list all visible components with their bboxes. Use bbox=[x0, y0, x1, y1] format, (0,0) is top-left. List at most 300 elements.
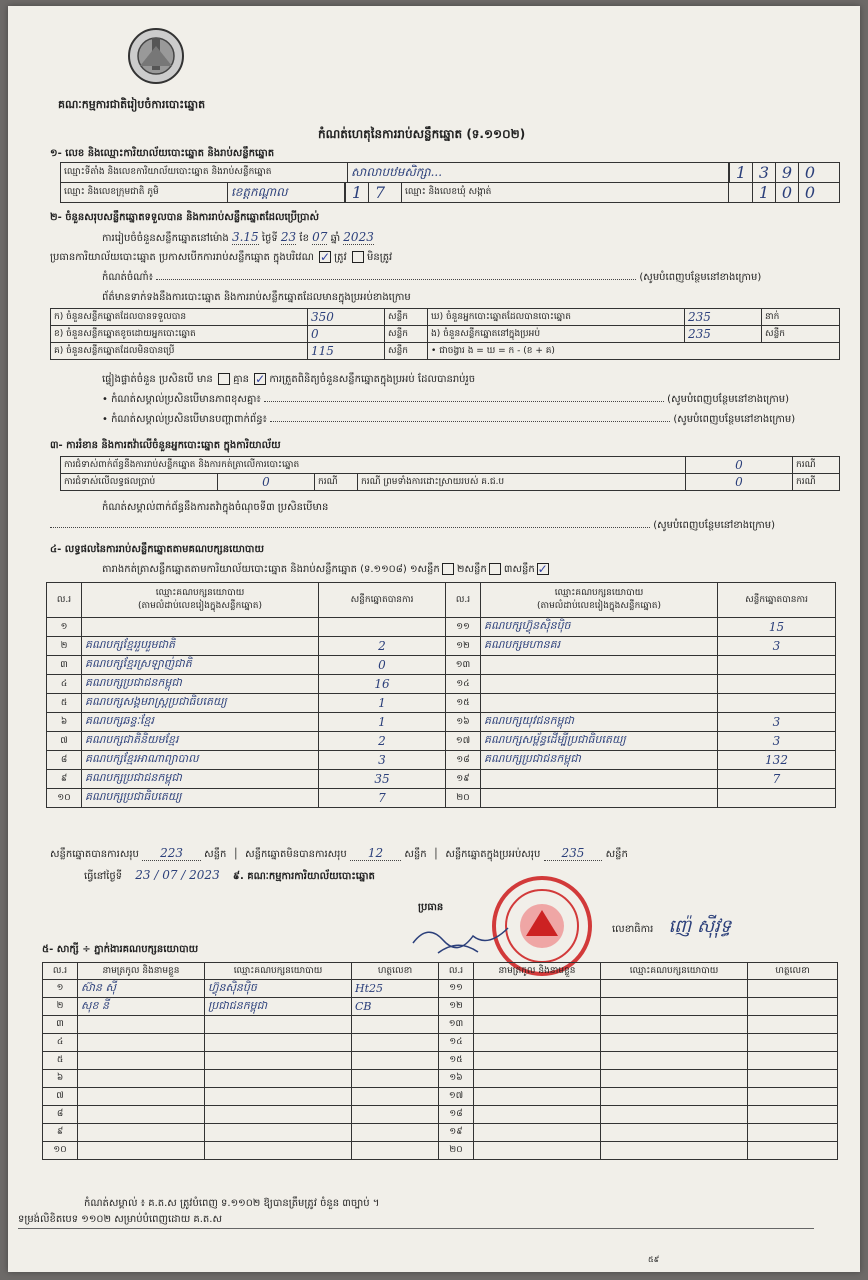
announcement-text: ប្រធានការិយាល័យបោះឆ្នោត ប្រកាសបើកការរាប់សន្លឹកឆ្នោត ក្នុងបរិវេណ bbox=[50, 252, 314, 263]
province-digit-2: 7 bbox=[368, 183, 391, 202]
party-name bbox=[481, 694, 718, 713]
row-no: ១៥ bbox=[446, 694, 481, 713]
witness-signature bbox=[352, 1106, 439, 1124]
vote-count bbox=[718, 789, 836, 808]
witness-name bbox=[78, 1088, 205, 1106]
total-invalid-label: សន្លឹកឆ្នោតមិនបានការសរុប bbox=[245, 849, 347, 860]
station-digit-3: 9 bbox=[775, 163, 798, 182]
counts-row bbox=[51, 326, 840, 343]
row-no: ៦ bbox=[47, 713, 82, 732]
witness-col-no-right: ល.រ bbox=[439, 963, 474, 980]
party-name: គណបក្សខ្មែររួបរួមជាតិ bbox=[82, 637, 319, 656]
row-no: ២ bbox=[43, 998, 78, 1016]
verify-none-label: គ្មាន bbox=[233, 374, 249, 385]
results-row bbox=[47, 732, 836, 751]
commune-digit-3: 0 bbox=[798, 183, 821, 202]
witness-signature bbox=[748, 1070, 838, 1088]
row-no: ១ bbox=[43, 980, 78, 998]
witness-name bbox=[474, 998, 601, 1016]
complaint2-value2: 0 bbox=[686, 474, 793, 491]
witness-row bbox=[43, 1088, 838, 1106]
row-no: ១៤ bbox=[446, 675, 481, 694]
row-no: ៣ bbox=[47, 656, 82, 675]
bullet1-label: • កំណត់សម្គាល់ប្រសិនបើមានភាពខុសគ្នា៖ bbox=[102, 394, 261, 405]
total-valid-unit: សន្លឹក bbox=[204, 849, 227, 860]
opening-time-label: ការរៀបចំចំនួនសន្លឹកឆ្នោតនៅម៉ោង bbox=[102, 233, 229, 244]
section1-table bbox=[60, 162, 840, 183]
results-header bbox=[47, 583, 836, 618]
witness-signature bbox=[352, 1052, 439, 1070]
witness-signature bbox=[748, 1088, 838, 1106]
vote-count: 1 bbox=[319, 694, 446, 713]
row-no: ៨ bbox=[47, 751, 82, 770]
witness-party bbox=[601, 980, 748, 998]
witness-party bbox=[601, 1052, 748, 1070]
witness-party bbox=[601, 1034, 748, 1052]
witness-name bbox=[78, 1142, 205, 1160]
witness-party bbox=[601, 1088, 748, 1106]
witness-party bbox=[205, 1142, 352, 1160]
party-name bbox=[82, 618, 319, 637]
witness-party bbox=[601, 1142, 748, 1160]
witness-signature bbox=[748, 980, 838, 998]
complaints-table bbox=[60, 456, 840, 491]
check-mark-icon: ✓ bbox=[537, 562, 548, 576]
sheet-count-1-label: ១សន្លឹក bbox=[409, 564, 440, 575]
results-row bbox=[47, 637, 836, 656]
section3-heading: ៣- ការរំខាន និងការតវ៉ាលើចំនួនអ្នកបោះឆ្នោត ក្នុងការិយាល័យ bbox=[50, 440, 281, 451]
results-row bbox=[47, 675, 836, 694]
witness-name bbox=[474, 1052, 601, 1070]
witness-col-name: នាមត្រកូល និងនាមខ្លួន bbox=[78, 963, 205, 980]
secretary-label: លេខាធិការ bbox=[612, 924, 654, 935]
col-no-header-right: ល.រ bbox=[446, 583, 481, 618]
party-name: គណបក្សខ្មែរស្រឡាញ់ជាតិ bbox=[82, 656, 319, 675]
total-invalid-value: 12 bbox=[350, 846, 401, 861]
party-name bbox=[481, 770, 718, 789]
witness-party bbox=[601, 1106, 748, 1124]
complaints-row bbox=[61, 474, 840, 491]
section4-intro-text: តារាងកត់ត្រាសន្លឹកឆ្នោតតាមការិយាល័យបោះឆ្នោត និងរាប់សន្លឹកឆ្នោត (ទ.១១០៨) bbox=[102, 564, 407, 575]
row-no: ១៧ bbox=[446, 732, 481, 751]
complaint1-unit: ករណី bbox=[793, 457, 840, 474]
check-no-label: មិនត្រូវ bbox=[367, 252, 393, 263]
row-no: ៤ bbox=[47, 675, 82, 694]
complaint2-unit: ករណី bbox=[315, 474, 358, 491]
witness-name bbox=[474, 1106, 601, 1124]
row-no: ១៦ bbox=[439, 1070, 474, 1088]
vote-count bbox=[718, 694, 836, 713]
commune-label: ឈ្មោះ និងលេខឃុំ សង្កាត់ bbox=[402, 183, 729, 203]
verify-yes-checkbox[interactable] bbox=[218, 373, 230, 385]
witness-name bbox=[474, 1124, 601, 1142]
witness-party bbox=[601, 998, 748, 1016]
col-party-subtitle-right: (តាមលំដាប់លេខរៀងក្នុងសន្លឹកឆ្នោត) bbox=[537, 601, 661, 611]
row-no: ៥ bbox=[43, 1052, 78, 1070]
vote-count: 7 bbox=[319, 789, 446, 808]
party-name: គណបក្សខ្មែរអាណាព្យាបាល bbox=[82, 751, 319, 770]
witness-signature bbox=[352, 1124, 439, 1142]
sheet-count-2-checkbox[interactable] bbox=[489, 563, 501, 575]
check-yes-label: ត្រូវ bbox=[334, 252, 347, 263]
location-label: ឈ្មោះទីតាំង និងលេខការិយាល័យបោះឆ្នោត និងរាប់សន្លឹកឆ្នោត bbox=[61, 163, 348, 183]
section4-heading: ៤- លទ្ធផលនៃការរាប់សន្លឹកឆ្នោតតាមគណបក្សនយោបាយ bbox=[50, 544, 264, 555]
witness-body bbox=[43, 980, 838, 1160]
col-votes-header: សន្លឹកឆ្នោតបានការ bbox=[319, 583, 446, 618]
witness-signature bbox=[748, 1016, 838, 1034]
party-name: គណបក្សឆន្ទៈខ្មែរ bbox=[82, 713, 319, 732]
opening-hour: 3.15 bbox=[231, 230, 259, 244]
bullet1-dotted-line bbox=[264, 401, 664, 402]
complaint1-value: 0 bbox=[686, 457, 793, 474]
witness-name bbox=[474, 980, 601, 998]
bullet2-dotted-line bbox=[270, 421, 670, 422]
opening-time-line bbox=[102, 230, 374, 246]
witness-signature: Ht25 bbox=[352, 980, 439, 998]
day-label: ថ្ងៃទី bbox=[261, 233, 278, 244]
witness-signature bbox=[748, 1142, 838, 1160]
bullet2 bbox=[102, 412, 822, 427]
received-value: 350 bbox=[308, 309, 385, 326]
counts-row bbox=[51, 343, 840, 360]
witness-row bbox=[43, 998, 838, 1016]
witness-party: ហ៊្វុនស៊ិនប៉ិច bbox=[205, 980, 352, 998]
section3-note: កំណត់សម្គាល់ពាក់ព័ន្ធនឹងការតវ៉ាក្នុងចំណុចទី៣ ប្រសិនបើមាន bbox=[102, 502, 329, 513]
witness-party bbox=[205, 1016, 352, 1034]
vote-count: 2 bbox=[319, 637, 446, 656]
ballots-in-box-label: ង) ចំនួនសន្លឹកឆ្នោតនៅក្នុងប្រអប់ bbox=[428, 326, 685, 343]
total-invalid-unit: សន្លឹក bbox=[404, 849, 427, 860]
witness-col-sign: ហត្ថលេខា bbox=[352, 963, 439, 980]
witness-name bbox=[78, 1016, 205, 1034]
results-row bbox=[47, 618, 836, 637]
unused-unit: សន្លឹក bbox=[385, 343, 428, 360]
witness-row bbox=[43, 1124, 838, 1142]
voters-value: 235 bbox=[685, 309, 762, 326]
province-value: ខេត្តកណ្តាល bbox=[228, 183, 345, 203]
witness-row bbox=[43, 1106, 838, 1124]
row-no: ៧ bbox=[43, 1088, 78, 1106]
commune-digit-2: 0 bbox=[775, 183, 798, 202]
witness-row bbox=[43, 1034, 838, 1052]
section5-heading: ៥- សាក្សី ÷ ភ្នាក់ងារគណបក្សនយោបាយ bbox=[42, 944, 199, 955]
sheet-count-3-checkbox[interactable] bbox=[537, 563, 549, 575]
party-name: គណបក្សសង្គមរាស្ត្រប្រជាធិបតេយ្យ bbox=[82, 694, 319, 713]
witness-row bbox=[43, 1052, 838, 1070]
form-sheet bbox=[8, 6, 860, 1272]
witness-signature bbox=[352, 1070, 439, 1088]
opening-announcement bbox=[50, 250, 392, 265]
row-no: ៩ bbox=[47, 770, 82, 789]
counts-table bbox=[50, 308, 840, 360]
witness-signature bbox=[352, 1088, 439, 1106]
results-row bbox=[47, 751, 836, 770]
results-row bbox=[47, 789, 836, 808]
station-digit-2: 3 bbox=[752, 163, 775, 182]
sheet-count-2-label: ២សន្លឹក bbox=[456, 564, 487, 575]
witness-row bbox=[43, 1016, 838, 1034]
date-value: 23 / 07 / 2023 bbox=[135, 868, 220, 882]
witness-party bbox=[205, 1106, 352, 1124]
witness-party bbox=[601, 1070, 748, 1088]
year-value: 2023 bbox=[343, 230, 374, 244]
row-no: ១៨ bbox=[439, 1106, 474, 1124]
party-name: គណបក្សជាតិនិយមខ្មែរ bbox=[82, 732, 319, 751]
vote-count: 2 bbox=[319, 732, 446, 751]
verify-line bbox=[102, 372, 475, 387]
witness-party bbox=[205, 1052, 352, 1070]
results-row bbox=[47, 694, 836, 713]
bullet2-label: • កំណត់សម្គាល់ប្រសិនបើមានបញ្ហាពាក់ព័ន្ធ៖ bbox=[102, 414, 267, 425]
col-party-subtitle: (តាមលំដាប់លេខរៀងក្នុងសន្លឹកឆ្នោត) bbox=[138, 601, 262, 611]
witness-name bbox=[78, 1070, 205, 1088]
spoiled-label: ខ) ចំនួនសន្លឹកឆ្នោតខូចដោយអ្នកបោះឆ្នោត bbox=[51, 326, 308, 343]
province-label: ឈ្មោះ និងលេខក្រុមជាតិ ភូមិ bbox=[61, 183, 228, 203]
complaint1-label: ការជំទាស់ពាក់ព័ន្ធនឹងការរាប់សន្លឹកឆ្នោត និងការកត់ត្រាលើការបោះឆ្នោត bbox=[61, 457, 686, 474]
note-hint: (សូមបំពេញបន្ថែមនៅខាងក្រោម) bbox=[639, 272, 762, 283]
date-line bbox=[84, 868, 375, 884]
row-no: ២ bbox=[47, 637, 82, 656]
station-digit-1: 1 bbox=[729, 163, 752, 182]
sheet-count-1-checkbox[interactable] bbox=[442, 563, 454, 575]
witness-name bbox=[474, 1142, 601, 1160]
row-no: ១០ bbox=[43, 1142, 78, 1160]
complaints-row bbox=[61, 457, 840, 474]
vote-count: 3 bbox=[718, 713, 836, 732]
note-label: កំណត់ចំណាំ៖ bbox=[102, 272, 154, 283]
note-line bbox=[102, 270, 822, 285]
commune-digit-1: 1 bbox=[752, 183, 775, 202]
unused-value: 115 bbox=[308, 343, 385, 360]
row-no: ១២ bbox=[446, 637, 481, 656]
witness-signature bbox=[748, 1034, 838, 1052]
complaint2-label: ការជំទាស់លើលទ្ធផលប្រាប់ bbox=[61, 474, 218, 491]
committee-label: ៩. គណៈ​កម្មការ​ការិយាល័យ​បោះឆ្នោត bbox=[232, 871, 375, 882]
vote-count: 35 bbox=[319, 770, 446, 789]
total-box-label: សន្លឹកឆ្នោតក្នុងប្រអប់សរុប bbox=[445, 849, 541, 860]
results-row bbox=[47, 713, 836, 732]
col-party-title-right: ឈ្មោះគណបក្សនយោបាយ bbox=[554, 588, 644, 598]
witness-row bbox=[43, 980, 838, 998]
station-digit-4: 0 bbox=[798, 163, 821, 182]
formula-label: • ជាចង្វារ ង = ឃ = ក - (ខ + គ) bbox=[428, 343, 840, 360]
party-name: គណបក្សប្រជាធិបតេយ្យ bbox=[82, 789, 319, 808]
party-name: គណបក្សមហានគរ bbox=[481, 637, 718, 656]
complaint2-unit2: ករណី bbox=[793, 474, 840, 491]
row-no: ១ bbox=[47, 618, 82, 637]
footnote: កំណត់សម្គាល់ ៖ គ.ត.ស ត្រូវបំពេញ ទ.១១០២ ឱ្យបានត្រឹមត្រូវ ចំនួន ៣ច្បាប់ ។ bbox=[84, 1198, 380, 1209]
witness-col-party-right: ឈ្មោះគណបក្សនយោបាយ bbox=[601, 963, 748, 980]
note-dotted-line bbox=[156, 279, 636, 280]
witness-party bbox=[205, 1124, 352, 1142]
vote-count: 132 bbox=[718, 751, 836, 770]
witness-signature bbox=[352, 1016, 439, 1034]
witness-name bbox=[78, 1034, 205, 1052]
row-no: ២០ bbox=[439, 1142, 474, 1160]
col-party-header-right bbox=[481, 583, 718, 618]
party-name: គណបក្សសម្ព័ន្ធដើម្បីប្រជាធិបតេយ្យ bbox=[481, 732, 718, 751]
results-body bbox=[47, 618, 836, 808]
witness-signature bbox=[748, 1052, 838, 1070]
row-no: ២០ bbox=[446, 789, 481, 808]
station-number bbox=[729, 163, 840, 183]
received-unit: សន្លឹក bbox=[385, 309, 428, 326]
party-name bbox=[481, 675, 718, 694]
counts-row bbox=[51, 309, 840, 326]
check-no-checkbox[interactable] bbox=[352, 251, 364, 263]
witness-signature bbox=[748, 1124, 838, 1142]
party-name bbox=[481, 789, 718, 808]
witness-col-no: ល.រ bbox=[43, 963, 78, 980]
party-name bbox=[481, 656, 718, 675]
witness-name bbox=[474, 1034, 601, 1052]
total-box-unit: សន្លឹក bbox=[605, 849, 628, 860]
row-no: ១១ bbox=[446, 618, 481, 637]
witness-name bbox=[78, 1052, 205, 1070]
witness-signature bbox=[748, 1106, 838, 1124]
witness-party bbox=[205, 1034, 352, 1052]
witness-name: សុខ​ នី bbox=[78, 998, 205, 1016]
page-number: ៥៩ bbox=[648, 1255, 660, 1264]
witness-party bbox=[205, 1070, 352, 1088]
results-table bbox=[46, 582, 836, 808]
witness-signature bbox=[352, 1034, 439, 1052]
witness-party bbox=[601, 1124, 748, 1142]
section1-table-row2 bbox=[60, 182, 840, 203]
row-no: ៨ bbox=[43, 1106, 78, 1124]
national-emblem-icon bbox=[126, 26, 186, 86]
row-no: ១៤ bbox=[439, 1034, 474, 1052]
check-mark-icon: ✓ bbox=[255, 372, 266, 386]
vote-count: 1 bbox=[319, 713, 446, 732]
footer-rule bbox=[18, 1228, 814, 1229]
col-votes-header-right: សន្លឹកឆ្នោតបានការ bbox=[718, 583, 836, 618]
witness-name bbox=[474, 1070, 601, 1088]
vote-count: 3 bbox=[319, 751, 446, 770]
section2-heading: ២- ចំនួនសរុបសន្លឹកឆ្នោតទទួលបាន និងការរាប់សន្លឹកឆ្នោតដែលប្រើប្រាស់ bbox=[50, 212, 320, 223]
col-party-header bbox=[82, 583, 319, 618]
row-no: ១៧ bbox=[439, 1088, 474, 1106]
witness-name bbox=[474, 1016, 601, 1034]
president-signature bbox=[408, 918, 528, 962]
witness-row bbox=[43, 1142, 838, 1160]
commune-number bbox=[729, 183, 840, 203]
check-mark-icon: ✓ bbox=[319, 250, 331, 264]
witness-name bbox=[78, 1106, 205, 1124]
form-title: កំណត់ហេតុនៃការរាប់សន្លឹកឆ្នោត (ទ.១១០២) bbox=[318, 127, 526, 141]
bullet1 bbox=[102, 392, 822, 407]
month-label: ខែ bbox=[299, 233, 309, 244]
row-no: ១០ bbox=[47, 789, 82, 808]
section4-intro bbox=[102, 562, 549, 577]
witness-name: ស៊ាន ស៊ី bbox=[78, 980, 205, 998]
bullet1-hint: (សូមបំពេញបន្ថែមនៅខាងក្រោម) bbox=[667, 394, 790, 405]
party-name: គណបក្សប្រជាជនកម្ពុជា bbox=[82, 675, 319, 694]
vote-count bbox=[319, 618, 446, 637]
witness-signature bbox=[748, 998, 838, 1016]
province-number bbox=[345, 183, 402, 203]
vote-count: 15 bbox=[718, 618, 836, 637]
witness-header bbox=[43, 963, 838, 980]
row-no: ១៩ bbox=[439, 1124, 474, 1142]
day-value: 23 bbox=[280, 230, 297, 244]
results-row bbox=[47, 770, 836, 789]
witness-table bbox=[42, 962, 838, 1160]
row-no: ៦ bbox=[43, 1070, 78, 1088]
month-value: 07 bbox=[312, 230, 328, 244]
vote-count: 3 bbox=[718, 637, 836, 656]
spoiled-unit: សន្លឹក bbox=[385, 326, 428, 343]
verify-none-checkbox[interactable] bbox=[254, 373, 266, 385]
received-label: ក) ចំនួនសន្លឹកឆ្នោតដែលបានទទួលបាន bbox=[51, 309, 308, 326]
row-no: ១៣ bbox=[439, 1016, 474, 1034]
province-digit-1: 1 bbox=[345, 183, 368, 202]
witness-col-party: ឈ្មោះគណបក្សនយោបាយ bbox=[205, 963, 352, 980]
row-no: ៥ bbox=[47, 694, 82, 713]
witness-name bbox=[78, 1124, 205, 1142]
witness-party bbox=[205, 1088, 352, 1106]
party-name: គណបក្សប្រជាជនកម្ពុជា bbox=[82, 770, 319, 789]
vote-count: 3 bbox=[718, 732, 836, 751]
vote-count: 16 bbox=[319, 675, 446, 694]
witness-name bbox=[474, 1088, 601, 1106]
party-name: គណបក្សហ៊្វុនស៊ិនប៉ិច bbox=[481, 618, 718, 637]
spoiled-value: 0 bbox=[308, 326, 385, 343]
bullet2-hint: (សូមបំពេញបន្ថែមនៅខាងក្រោម) bbox=[673, 414, 796, 425]
total-valid-label: សន្លឹកឆ្នោតបានការសរុប bbox=[50, 849, 139, 860]
voters-label: ឃ) ចំនួនអ្នកបោះឆ្នោតដែលបានបោះឆ្នោត bbox=[428, 309, 685, 326]
sheet-count-3-label: ៣សន្លឹក bbox=[503, 564, 535, 575]
unused-label: គ) ចំនួនសន្លឹកឆ្នោតដែលមិនបានប្រើ bbox=[51, 343, 308, 360]
vote-count: 7 bbox=[718, 770, 836, 789]
table-intro: ព័ត៌មានទាក់ទងនឹងការបោះឆ្នោត និងការរាប់សន្លឹកឆ្នោតដែលមានក្នុងប្រអប់ខាងក្រោម bbox=[102, 292, 411, 303]
check-yes-checkbox[interactable] bbox=[319, 251, 331, 263]
witness-party bbox=[601, 1016, 748, 1034]
witness-row bbox=[43, 1070, 838, 1088]
section3-note-line bbox=[50, 518, 830, 533]
col-no-header: ល.រ bbox=[47, 583, 82, 618]
president-label: ប្រធាន bbox=[418, 902, 444, 913]
witness-signature: CB bbox=[352, 998, 439, 1016]
verify-label: ផ្ទៀងផ្ទាត់ចំនួន ប្រសិនបើ​ មាន bbox=[102, 374, 213, 385]
secretary-signature: ញ៉េ ស៊ីវុទ្ធ bbox=[668, 916, 732, 937]
date-label: ធ្វើនៅថ្ងៃទី bbox=[84, 871, 123, 882]
org-name: គណៈ​កម្មការ​ជាតិ​រៀបចំ​ការ​បោះឆ្នោត bbox=[58, 98, 206, 111]
row-no: ១៦ bbox=[446, 713, 481, 732]
row-no: ១៩ bbox=[446, 770, 481, 789]
footer-text: ទម្រង់លិខិតបេទ ១១០២ សម្រាប់បំពេញដោយ គ.ត.ស bbox=[18, 1214, 222, 1225]
row-no: ៧ bbox=[47, 732, 82, 751]
row-no: ១៨ bbox=[446, 751, 481, 770]
witness-party: ប្រជាជនកម្ពុជា bbox=[205, 998, 352, 1016]
total-valid-value: 223 bbox=[142, 846, 201, 861]
party-name: គណបក្សប្រជាជនកម្ពុជា bbox=[481, 751, 718, 770]
vote-count: 0 bbox=[319, 656, 446, 675]
complaint2-value: 0 bbox=[218, 474, 315, 491]
results-row bbox=[47, 656, 836, 675]
complaint2-mid-label: ករណី ព្រមទាំងការដោះស្រាយរបស់ គ.ជ.ប bbox=[358, 474, 686, 491]
ballots-in-box-unit: សន្លឹក bbox=[762, 326, 840, 343]
ballots-in-box-value: 235 bbox=[685, 326, 762, 343]
witness-signature bbox=[352, 1142, 439, 1160]
totals-line: សន្លឹកឆ្នោតបានការសរុប 223 សន្លឹក │ សន្លឹកឆ្នោតមិនបានការសរុប 12 សន្លឹក │ សន្លឹកឆ្នោតក្នុងប្រអប់សរុប 235 សន្លឹក bbox=[50, 846, 628, 860]
row-no: ៣ bbox=[43, 1016, 78, 1034]
witness-col-sign-right: ហត្ថលេខា bbox=[748, 963, 838, 980]
total-box-value: 235 bbox=[544, 846, 603, 861]
party-name: គណបក្សយុវជនកម្ពុជា bbox=[481, 713, 718, 732]
row-no: ៩ bbox=[43, 1124, 78, 1142]
section3-note-hint: (សូមបំពេញបន្ថែមនៅខាងក្រោម) bbox=[653, 520, 776, 531]
